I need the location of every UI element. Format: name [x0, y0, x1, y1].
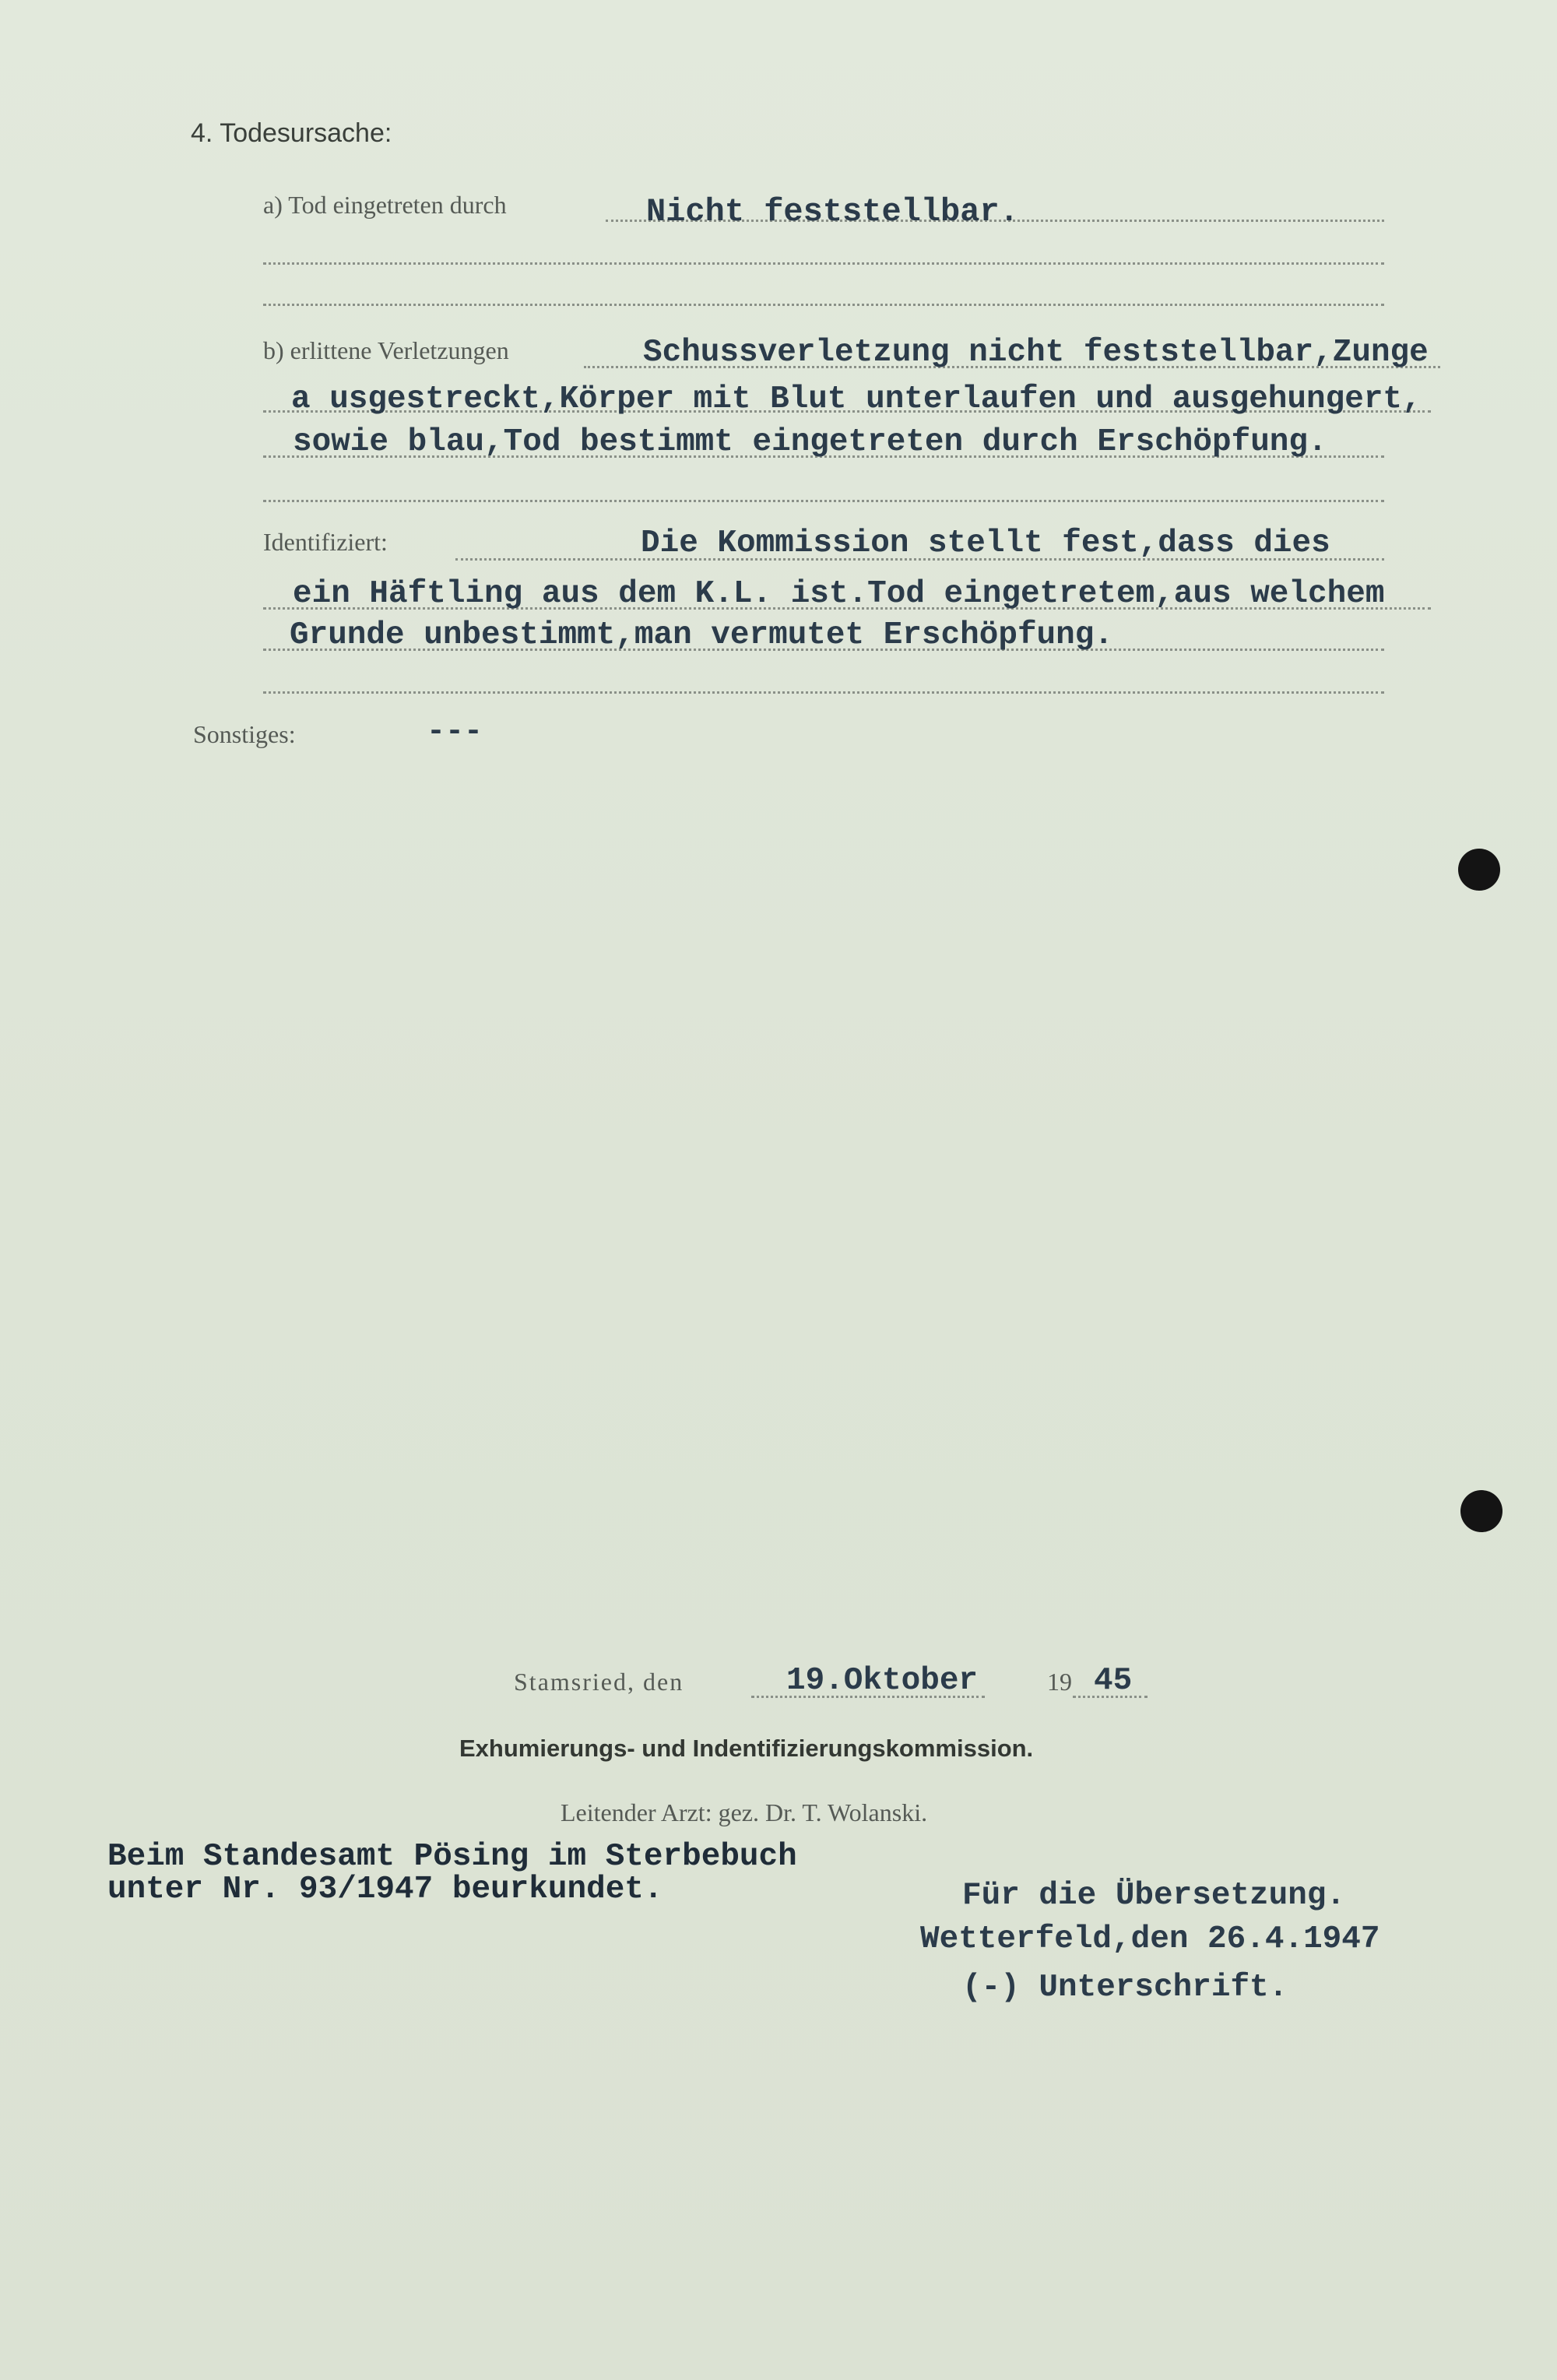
punch-hole [1458, 849, 1500, 891]
date-value: 19.Oktober [786, 1663, 979, 1699]
translation-line-2: Wetterfeld,den 26.4.1947 [920, 1921, 1380, 1957]
identified-line-2: ein Häftling aus dem K.L. ist.Tod eingetretem,aus welchem [293, 576, 1385, 612]
injuries-line-2: a usgestreckt,Körper mit Blut unterlaufen und ausgehungert, [291, 381, 1422, 417]
doctor-signature: Leitender Arzt: gez. Dr. T. Wolanski. [561, 1798, 928, 1826]
dotted-line [263, 304, 1384, 306]
registry-line-2: unter Nr. 93/1947 beurkundet. [107, 1872, 663, 1907]
dotted-line [263, 262, 1384, 265]
cause-value: Nicht feststellbar. [646, 193, 1019, 230]
identified-label: Identifiziert: [263, 528, 388, 556]
registry-line-1: Beim Standesamt Pösing im Sterbebuch [107, 1839, 797, 1875]
dotted-line [263, 500, 1384, 502]
commission-name: Exhumierungs- und Indentifizierungskommission. [459, 1735, 1034, 1762]
injuries-line-3: sowie blau,Tod bestimmt eingetreten durch Erschöpfung. [293, 424, 1327, 460]
punch-hole [1460, 1490, 1503, 1532]
injuries-label: b) erlittene Verletzungen [263, 336, 509, 364]
identified-line-3: Grunde unbestimmt,man vermutet Erschöpfung. [290, 617, 1113, 653]
other-label: Sonstiges: [193, 720, 296, 748]
other-value: --- [427, 715, 483, 750]
dotted-line [263, 691, 1384, 694]
cause-label: a) Tod eingetreten durch [263, 191, 507, 219]
section-heading: 4. Todesursache: [191, 118, 392, 148]
year-value: 45 [1094, 1663, 1133, 1699]
year-prefix: 19 [1047, 1668, 1072, 1696]
translation-line-3: (-) Unterschrift. [962, 1970, 1288, 2006]
place-date-label: Stamsried, den [514, 1668, 684, 1696]
translation-line-1: Für die Übersetzung. [962, 1878, 1346, 1914]
identified-line-1: Die Kommission stellt fest,dass dies [641, 526, 1330, 561]
injuries-line-1: Schussverletzung nicht feststellbar,Zunge [643, 335, 1429, 371]
